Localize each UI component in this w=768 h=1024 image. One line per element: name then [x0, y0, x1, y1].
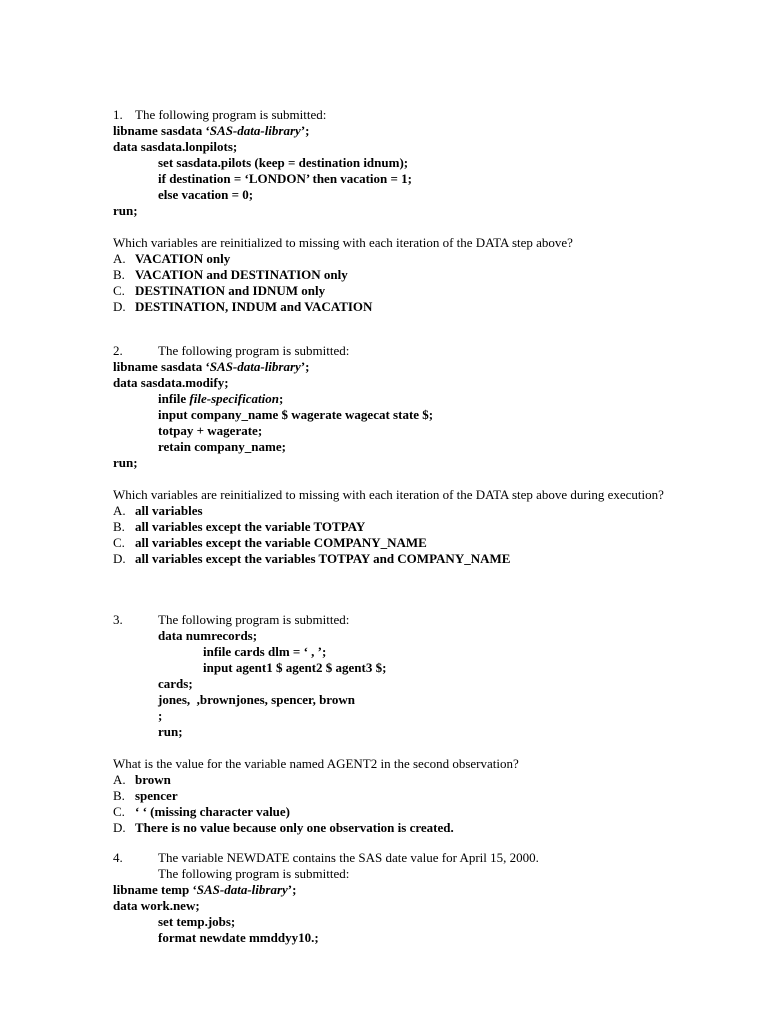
question-text: Which variables are reinitialized to missing with each iteration of the DATA step above during execution?: [113, 487, 664, 502]
answer-option-d: D. DESTINATION, INDUM and VACATION: [113, 299, 373, 314]
code-line: input agent1 $ agent2 $ agent3 $;: [203, 660, 387, 675]
code-line: libname sasdata ‘SAS-data-library’;: [113, 359, 310, 374]
code-line: data numrecords;: [158, 628, 258, 643]
question-number: 2.: [113, 343, 123, 358]
question-3-intro: 3. The following program is submitted:: [113, 612, 350, 627]
answer-option-b: B. VACATION and DESTINATION only: [113, 267, 348, 282]
code-line: totpay + wagerate;: [158, 423, 263, 438]
code-line: data sasdata.modify;: [113, 375, 229, 390]
question-1-intro: 1. The following program is submitted:: [113, 107, 327, 122]
code-line: libname sasdata ‘SAS-data-library’;: [113, 123, 310, 138]
question-3: [113, 612, 723, 836]
question-number: 3.: [113, 612, 123, 627]
question-2: [113, 343, 723, 567]
question-text: What is the value for the variable named AGENT2 in the second observation?: [113, 756, 519, 771]
answer-option-c: C. all variables except the variable COMPANY_NAME: [113, 535, 427, 550]
code-line: libname temp ‘SAS-data-library’;: [113, 882, 297, 897]
code-line: jones, ,brownjones, spencer, brown: [158, 692, 355, 707]
code-line: infile file-specification;: [158, 391, 284, 406]
answer-option-d: D. all variables except the variables TOTPAY and COMPANY_NAME: [113, 551, 511, 566]
question-2-intro: 2. The following program is submitted:: [113, 343, 350, 358]
code-line: if destination = ‘LONDON’ then vacation = 1;: [158, 171, 412, 186]
code-line: data sasdata.lonpilots;: [113, 139, 238, 154]
code-line: format newdate mmddyy10.;: [158, 930, 319, 945]
code-line: cards;: [158, 676, 193, 691]
answer-option-b: B. spencer: [113, 788, 178, 803]
question-text: Which variables are reinitialized to missing with each iteration of the DATA step above?: [113, 235, 573, 250]
question-4-intro: 4. The variable NEWDATE contains the SAS date value for April 15, 2000.: [113, 850, 539, 865]
question-1: [113, 107, 723, 315]
answer-option-c: C. DESTINATION and IDNUM only: [113, 283, 326, 298]
code-line: run;: [158, 724, 183, 739]
answer-option-c: C. ‘ ‘ (missing character value): [113, 804, 291, 819]
answer-option-b: B. all variables except the variable TOTPAY: [113, 519, 366, 534]
answer-option-d: D. There is no value because only one observation is created.: [113, 820, 454, 835]
question-4-intro-2: The following program is submitted:: [158, 866, 350, 881]
answer-option-a: A. all variables: [113, 503, 203, 518]
code-line: run;: [113, 455, 138, 470]
question-number: 4.: [113, 850, 123, 865]
answer-option-a: A. VACATION only: [113, 251, 231, 266]
code-line: input company_name $ wagerate wagecat state $;: [158, 407, 434, 422]
code-line: set sasdata.pilots (keep = destination idnum);: [158, 155, 409, 170]
code-line: ;: [158, 708, 163, 723]
answer-option-a: A. brown: [113, 772, 171, 787]
code-line: else vacation = 0;: [158, 187, 254, 202]
code-line: set temp.jobs;: [158, 914, 236, 929]
code-line: retain company_name;: [158, 439, 286, 454]
code-line: data work.new;: [113, 898, 200, 913]
question-number: 1.: [113, 107, 123, 122]
code-line: run;: [113, 203, 138, 218]
question-4: [113, 850, 723, 946]
code-line: infile cards dlm = ‘ , ’;: [203, 644, 327, 659]
